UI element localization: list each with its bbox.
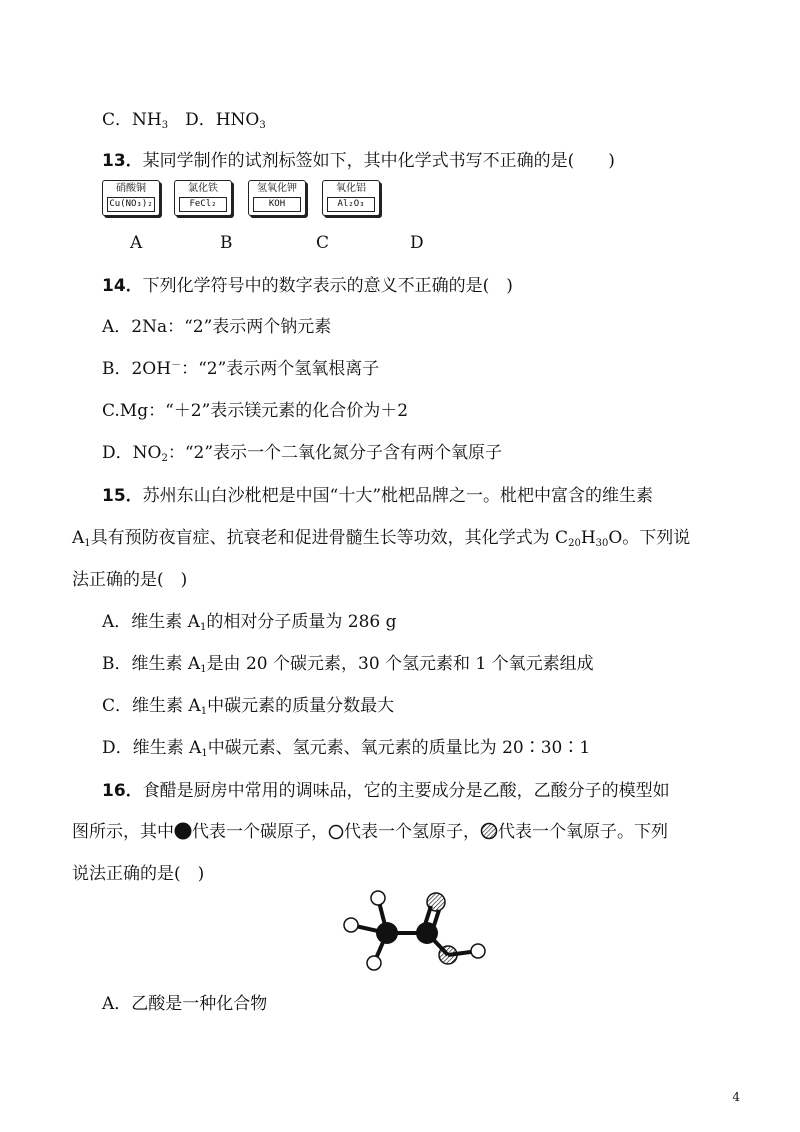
hydrogen-atom-icon [328,824,344,840]
carbon-atom-icon [174,822,192,840]
q13-stem: 13．某同学制作的试剂标签如下，其中化学式书写不正确的是( ) [102,151,615,171]
q15-number: 15． [102,486,143,506]
hydrogen-atom-icon [371,891,385,905]
q15-option-d: D．维生素 $A_1$中碳元素、氢元素、氧元素的质量比为 20∶30∶1 [102,738,591,759]
hydrogen-atom-icon [471,944,485,958]
carbon-atom-icon [416,922,438,944]
q15-option-b: B．维生素 $A_1$是由 20 个碳元素，30 个氢元素和 1 个氧元素组成 [102,654,594,675]
q13-letter-d: D [410,233,424,253]
oxygen-atom-icon [439,946,457,964]
q13-number: 13． [102,151,143,171]
q15-stem-line2: $A_1$具有预防夜盲症、抗衰老和促进骨髓生长等功效，其化学式为 $C_{20}H_{30}O$。下列说 [72,528,691,549]
q14-option-a: A．2Na：“2”表示两个钠元素 [102,317,332,337]
reagent-label-b: 氯化铁 FeCl₂ [174,180,232,216]
q14-number: 14． [102,276,143,296]
q14-option-b: B．2OH－：“2”表示两个氢氧根离子 [102,359,380,379]
acetic-acid-model-diagram [330,880,500,980]
q15-stem-line1: 15．苏州东山白沙枇杷是中国“十大”枇杷品牌之一。枇杷中富含的维生素 [102,486,654,506]
hydrogen-atom-icon [344,918,358,932]
q12-options-cd: C．$NH_3$ D．$HNO_3$ [102,110,266,131]
q15-stem-line3: 法正确的是( ) [72,570,188,590]
q14-option-c: C.Mg：“＋2”表示镁元素的化合价为＋2 [102,401,409,421]
q16-stem-line2: 图所示，其中 代表一个碳原子， 代表一个氢原子， 代表一个氧原子。下列 [72,822,668,842]
reagent-label-c: 氢氧化钾 KOH [248,180,306,216]
oxygen-atom-icon [480,822,498,840]
molecule-bonds [351,898,478,963]
carbon-atom-icon [376,922,398,944]
q15-option-c: C．维生素 $A_1$中碳元素的质量分数最大 [102,696,395,717]
q12-option-c: C．NH [102,110,162,130]
q16-stem-line1: 16．食醋是厨房中常用的调味品，它的主要成分是乙酸，乙酸分子的模型如 [102,781,670,801]
q13-letter-b: B [220,233,233,253]
q16-number: 16． [102,781,143,801]
page-number: 4 [732,1090,740,1104]
reagent-label-a: 硝酸铜 Cu(NO₃)₂ [102,180,160,216]
reagent-label-d: 氧化铝 Al₂O₃ [322,180,380,216]
q15-option-a: A．维生素 $A_1$的相对分子质量为 286 g [102,612,397,633]
oxygen-atom-icon [427,893,445,911]
q16-stem-line3: 说法正确的是( ) [72,864,205,884]
q13-letter-c: C [316,233,330,253]
q14-option-d: D．$NO_2$：“2”表示一个二氧化氮分子含有两个氧原子 [102,443,503,464]
q14-stem: 14．下列化学符号中的数字表示的意义不正确的是( ) [102,276,513,296]
q12-option-d: D．HNO [168,110,260,130]
hydrogen-atom-icon [367,956,381,970]
q16-option-a: A．乙酸是一种化合物 [102,994,268,1014]
q13-letter-a: A [130,233,143,253]
